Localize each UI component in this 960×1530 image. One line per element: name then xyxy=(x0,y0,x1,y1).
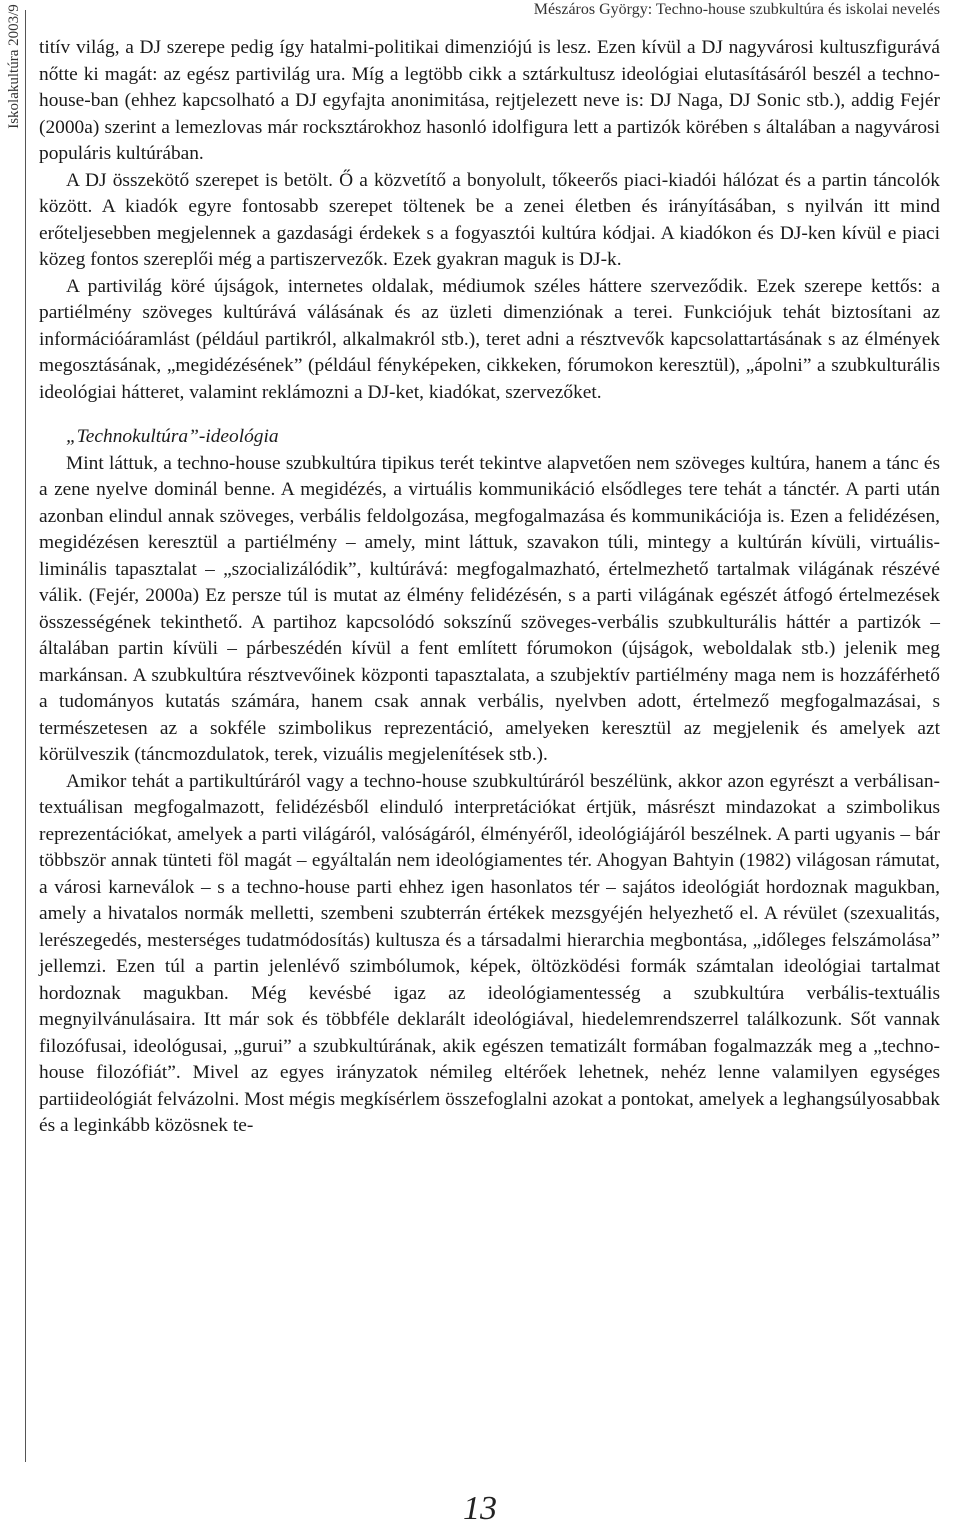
paragraph-dj-mediator: A DJ összekötő szerepet is betölt. Ő a közvetítő a bonyolult, tőkeerős piaci-kiadói hálózat és a partin táncolók között. A kiadók egyre fontosabb szerepet töltenek be a zenei életben és irányításában, s nyilván itt mind erőteljesebben megjelennek a gazdasági érdekek s a fogyasztói kultúra kódjai. A kiadókon és DJ-ken kívül e piaci közeg fontos szereplői még a partiszervezők. Ezek gyakran maguk is DJ-k. xyxy=(39,169,940,270)
margin-rule xyxy=(25,10,26,1462)
page-number: 13 xyxy=(463,1490,497,1527)
article-body xyxy=(39,35,940,1140)
running-head: Mészáros György: Techno-house szubkultúra és iskolai nevelés xyxy=(533,1,940,18)
journal-side-label xyxy=(0,0,28,132)
paragraph-party-ideology: Amikor tehát a partikultúráról vagy a techno-house szubkultúráról beszélünk, akkor azon egyrészt a verbálisan-textuálisan megfogalmazott, felidézésből elinduló interpretációkat értjük, másrészt mindazokat a szimbolikus reprezentációkat, amelyek a parti világáról, valóságáról, élményéről, ideológiájáról beszélnek. A parti ugyanis – bár többször annak tünteti föl magát – egyáltalán nem ideológiamentes tér. Ahogyan Bahtyin (1982) világosan rámutat, a városi karneválok – s a techno-house parti ehhez igen hasonlatos tér – sajátos ideológiát hordoznak magukban, amely a hivatalos normák melletti, szembeni szubterrán értékek mezsgyéjén helyezhető el. A révület (szexualitás, lerészegedés, mesterséges tudatmódosítás) kultusza és a társadalmi hierarchia megbontása, „időleges felszámolása” jellemzi. Ezen túl a partin jelenlévő szimbólumok, képek, öltözködési formák számtalan ideológiai tartalmat hordoznak magukban. Még kevésbé igaz az ideológiamentesség a szubkultúra verbális-textuális megnyilvánulásaira. Itt már sok és többféle deklarált ideológiával, hiedelemrendszerrel találkozunk. Sőt vannak filozófusai, ideológusai, „gurui” a szubkultúrának, akik egészen tematizált formában fogalmazzák meg a „techno-house filozófiát”. Mivel az egyes irányzatok némileg eltérőek lehetnek, nehéz lenne valamilyen egységes partiideológiát felvázolni. Most mégis megkísérlem összefoglalni azokat a pontokat, amelyek a leghangsúlyosabbak és a leginkább közösnek te- xyxy=(39,770,940,1136)
section-heading: „Technokultúra”-ideológia xyxy=(66,426,279,447)
paragraph-media-background: A partivilág köré újságok, internetes oldalak, médiumok széles háttere szerveződik. Ezek szerepe kettős: a partiélmény szöveges kultúrává válásának és az üzleti dimenziónak a terei. Funkciójuk tehát biztosítani az információáramlást (például partikról, alkalmakról stb.), teret adni a résztvevők kapcsolattartásának s az élmények megosztásának, „megidézésének” (például fényképeken, cikkeken, fórumokon keresztül), „ápolni” a szubkulturális ideológiai hátteret, valamint reklámozni a DJ-ket, kiadókat, szervezőket. xyxy=(39,275,940,403)
paragraph-dj-cult: titív világ, a DJ szerepe pedig így hatalmi-politikai dimenziójú is lesz. Ezen kívül a DJ nagyvárosi kultuszfigurává nőtte ki magát: az egész partivilág ura. Míg a legtöbb cikk a sztárkultusz ideológiai elutasításáról beszél a techno-house-ban (ehhez kapcsolható a DJ egyfajta anonimitása, rejtjelezett neve is: DJ Naga, DJ Sonic stb.), addig Fejér (2000a) szerint a lemezlovas már rocksztárokhoz hasonló idolfigura lett a partizók körében s általában a nagyvárosi populáris kultúrában. xyxy=(39,37,940,164)
paragraph-textual-culture: Mint láttuk, a techno-house szubkultúra tipikus terét tekintve alapvetően nem szöveges kultúra, hanem a tánc és a zene nyelve dominál benne. A megidézés, a virtuális kommunikáció elsődleges tere tehát a tánctér. A parti után azonban elindul annak szöveges, verbális feldolgozása, megfogalmazása és kommunikációja is. Ezen a felidézésen, megidézésen keresztül a partiélmény – amely, mint láttuk, szavakon túli, mintegy a kultúrán kívüli, virtuális-liminális tapasztalat – „szocializálódik”, kultúrává: megfogalmazható, értelmezhető tartalmak világának részévé válik. (Fejér, 2000a) Ez persze túl is mutat az élmény felidézésén, s a parti világának egészét átfogó értelmezések összességének tekinthető. A partihoz kapcsolódó sokszínű szöveges-verbális szubkulturális háttér a partizók – általában partin kívüli – párbeszédén kívül a fent említett fórumokon (újságok, weboldalak stb.) jelenik meg markánsan. A szubkultúra résztvevőinek központi tapasztalata, a szubjektív partiélmény maga nem is hozzáférhető a tudományos kutatás számára, hanem csak annak verbális, nyelvben adott, értelmező megfogalmazásai, s természetesen az a sokféle szimbolikus reprezentáció, amelyeken keresztül az megjelenik és amelyek azt körülveszik (táncmozdulatok, terek, vizuális megjelenítések stb.). xyxy=(39,452,940,765)
journal-side-label-text: Iskolakultúra 2003/9 xyxy=(5,3,22,129)
